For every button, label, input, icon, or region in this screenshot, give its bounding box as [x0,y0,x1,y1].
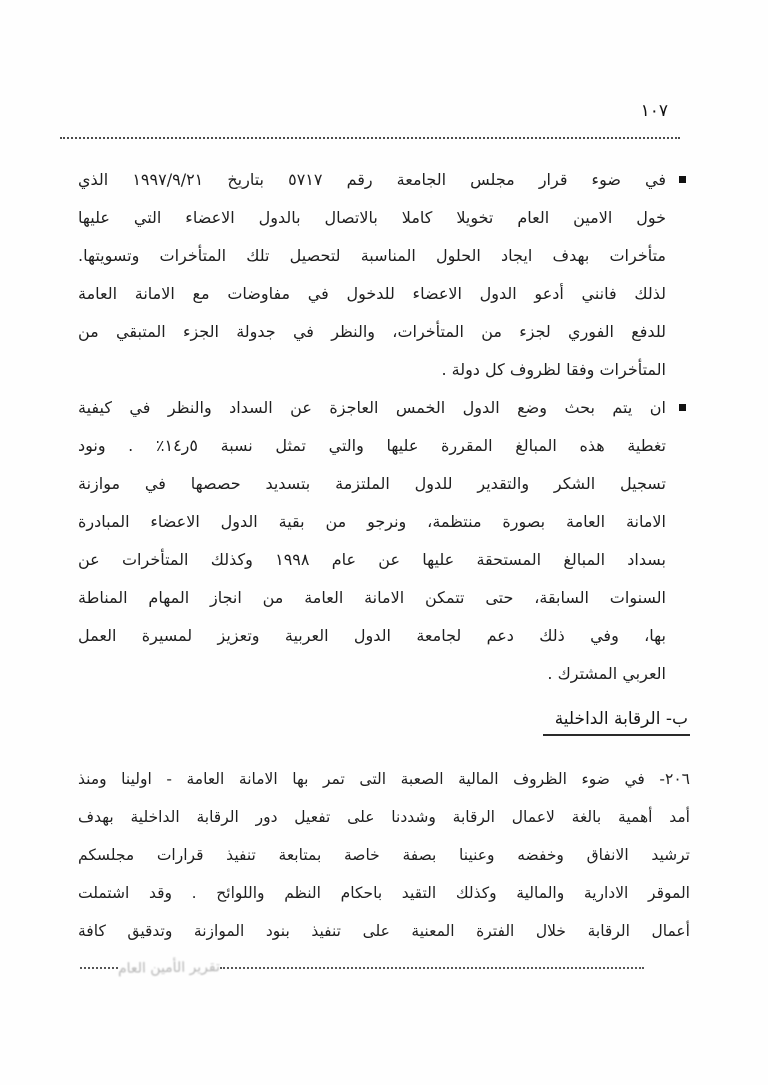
text-line: السنوات السابقة، حتى تتمكن الامانة العامة من انجاز المهام المناطة [78,588,666,607]
text-line: تغطية هذه المبالغ المقررة عليها والتي تمثل نسبة ٥ر١٤٪ . ونود [78,436,666,455]
text-line: خول الامين العام تخويلا كاملا بالاتصال بالدول الاعضاء التي عليها [78,208,666,227]
text-line: بسداد المبالغ المستحقة عليها عن عام ١٩٩٨ وكذلك المتأخرات عن [78,550,666,569]
page-number: ١٠٧ [640,101,668,121]
text-line: المتأخرات وفقا لظروف كل دولة . [441,360,666,379]
text-line: ترشيد الانفاق وخفضه وعنينا بصفة خاصة بمتابعة تنفيذ قرارات مجلسكم [78,846,690,864]
text-line: ان يتم بحث وضع الدول الخمس العاجزة عن السداد والنظر في كيفية [78,398,666,417]
bullet-1-text [78,161,666,389]
square-bullet-icon [679,404,686,411]
paragraph-206-text [78,760,690,950]
text-line: العربي المشترك . [547,664,666,683]
text-line: أمد أهمية بالغة لاعمال الرقابة وشددنا على تفعيل دور الرقابة الداخلية بهدف [78,808,690,826]
section-heading-row [78,709,690,736]
text-line: في ضوء قرار مجلس الجامعة رقم ٥٧١٧ بتاريخ ١٩٩٧/٩/٢١ الذي [78,170,666,189]
footer-ghost-text: تقرير الأمين العام [117,959,221,977]
footer-divider-right [80,967,118,969]
footer-divider-left [220,967,644,969]
page-content [78,161,690,950]
text-line: متأخرات بهدف ايجاد الحلول المناسبة لتحصيل تلك المتأخرات وتسويتها. [78,246,666,265]
bullet-item-2 [78,389,690,693]
top-divider [60,137,680,139]
paragraph-206 [78,760,690,950]
bullet-2-text [78,389,666,693]
text-line: تسجيل الشكر والتقدير للدول الملتزمة بتسديد حصصها في موازنة [78,474,666,493]
text-line: ٢٠٦- في ضوء الظروف المالية الصعبة التى تمر بها الامانة العامة - اولينا ومنذ [78,770,690,788]
bullet-item-1 [78,161,690,389]
page-footer [68,960,656,976]
text-line: الموقر الادارية والمالية وكذلك التقيد باحكام النظم واللوائح . وقد اشتملت [78,884,690,902]
section-heading: ب- الرقابة الداخلية [543,709,690,736]
text-line: للدفع الفوري لجزء من المتأخرات، والنظر في جدولة الجزء المتبقي من [78,322,666,341]
square-bullet-icon [679,176,686,183]
text-line: بها، وفي ذلك دعم لجامعة الدول العربية وتعزيز لمسيرة العمل [78,626,666,645]
text-line: لذلك فانني أدعو الدول الاعضاء للدخول في مفاوضات مع الامانة العامة [78,284,666,303]
text-line: أعمال الرقابة خلال الفترة المعنية على تنفيذ بنود الموازنة وتدقيق كافة [78,922,690,940]
text-line: الامانة العامة بصورة منتظمة، ونرجو من بقية الدول الاعضاء المبادرة [78,512,666,531]
